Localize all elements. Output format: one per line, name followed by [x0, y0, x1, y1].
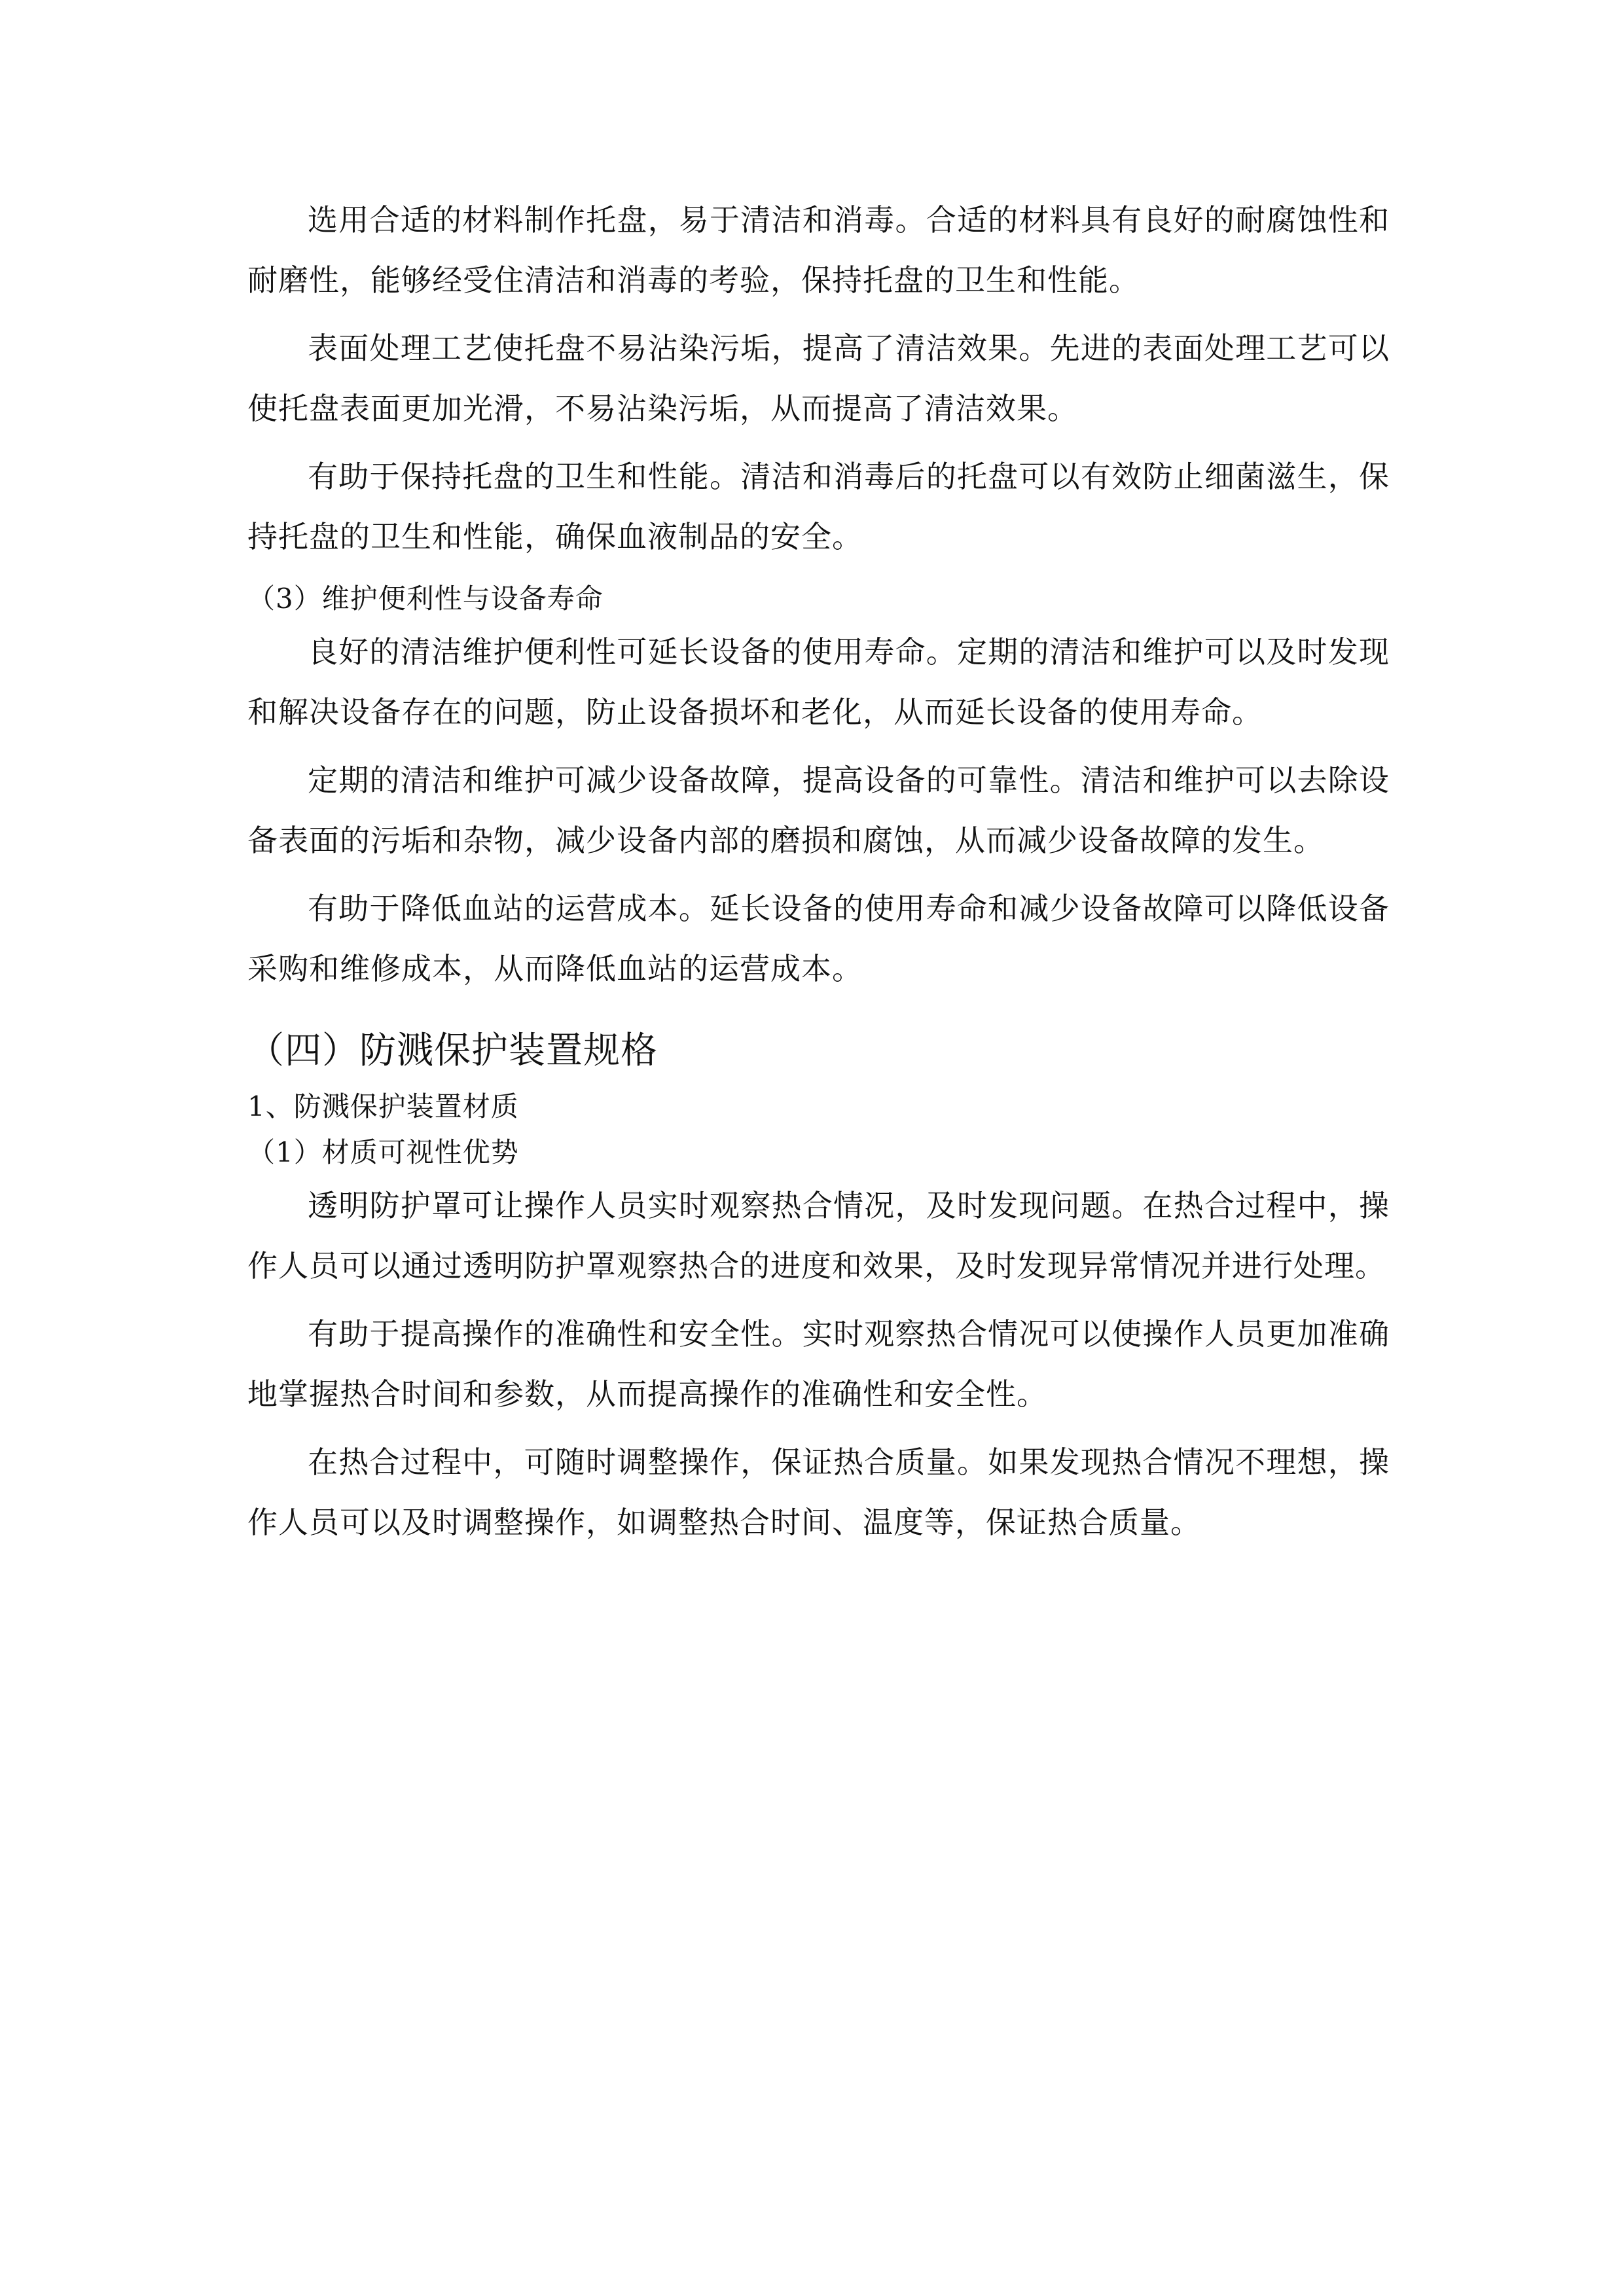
paragraph-reduce-failures: 定期的清洁和维护可减少设备故障，提高设备的可靠性。清洁和维护可以去除设备表面的污垢和杂物，减少设备内部的磨损和腐蚀，从而减少设备故障的发生。 — [247, 762, 1390, 858]
paragraph-operating-cost: 有助于降低血站的运营成本。延长设备的使用寿命和减少设备故障可以降低设备采购和维修成本，从而降低血站的运营成本。 — [247, 891, 1390, 986]
subheading-maintenance: （3）维护便利性与设备寿命 — [247, 583, 604, 615]
subheading-splash-guard-material: 1、防溅保护装置材质 — [247, 1090, 519, 1122]
paragraph-surface-treatment: 表面处理工艺使托盘不易沾染污垢，提高了清洁效果。先进的表面处理工艺可以使托盘表面更加光滑，不易沾染污垢，从而提高了清洁效果。 — [247, 331, 1390, 426]
paragraph-transparent-cover: 透明防护罩可让操作人员实时观察热合情况，及时发现问题。在热合过程中，操作人员可以通过透明防护罩观察热合的进度和效果，及时发现异常情况并进行处理。 — [247, 1188, 1390, 1283]
subheading-visibility-advantage: （1）材质可视性优势 — [247, 1136, 519, 1168]
document-page — [247, 190, 1390, 1552]
paragraph-material-selection: 选用合适的材料制作托盘，易于清洁和消毒。合适的材料具有良好的耐腐蚀性和耐磨性，能够经受住清洁和消毒的考验，保持托盘的卫生和性能。 — [247, 202, 1390, 298]
paragraph-hygiene: 有助于保持托盘的卫生和性能。清洁和消毒后的托盘可以有效防止细菌滋生，保持托盘的卫生和性能，确保血液制品的安全。 — [247, 459, 1390, 554]
paragraph-adjust-operation: 在热合过程中，可随时调整操作，保证热合质量。如果发现热合情况不理想，操作人员可以及时调整操作，如调整热合时间、温度等，保证热合质量。 — [247, 1444, 1390, 1540]
paragraph-accuracy-safety: 有助于提高操作的准确性和安全性。实时观察热合情况可以使操作人员更加准确地掌握热合时间和参数，从而提高操作的准确性和安全性。 — [247, 1316, 1390, 1412]
paragraph-equipment-life: 良好的清洁维护便利性可延长设备的使用寿命。定期的清洁和维护可以及时发现和解决设备存在的问题，防止设备损坏和老化，从而延长设备的使用寿命。 — [247, 634, 1390, 730]
section-heading-splash-guard: （四）防溅保护装置规格 — [247, 1030, 658, 1072]
